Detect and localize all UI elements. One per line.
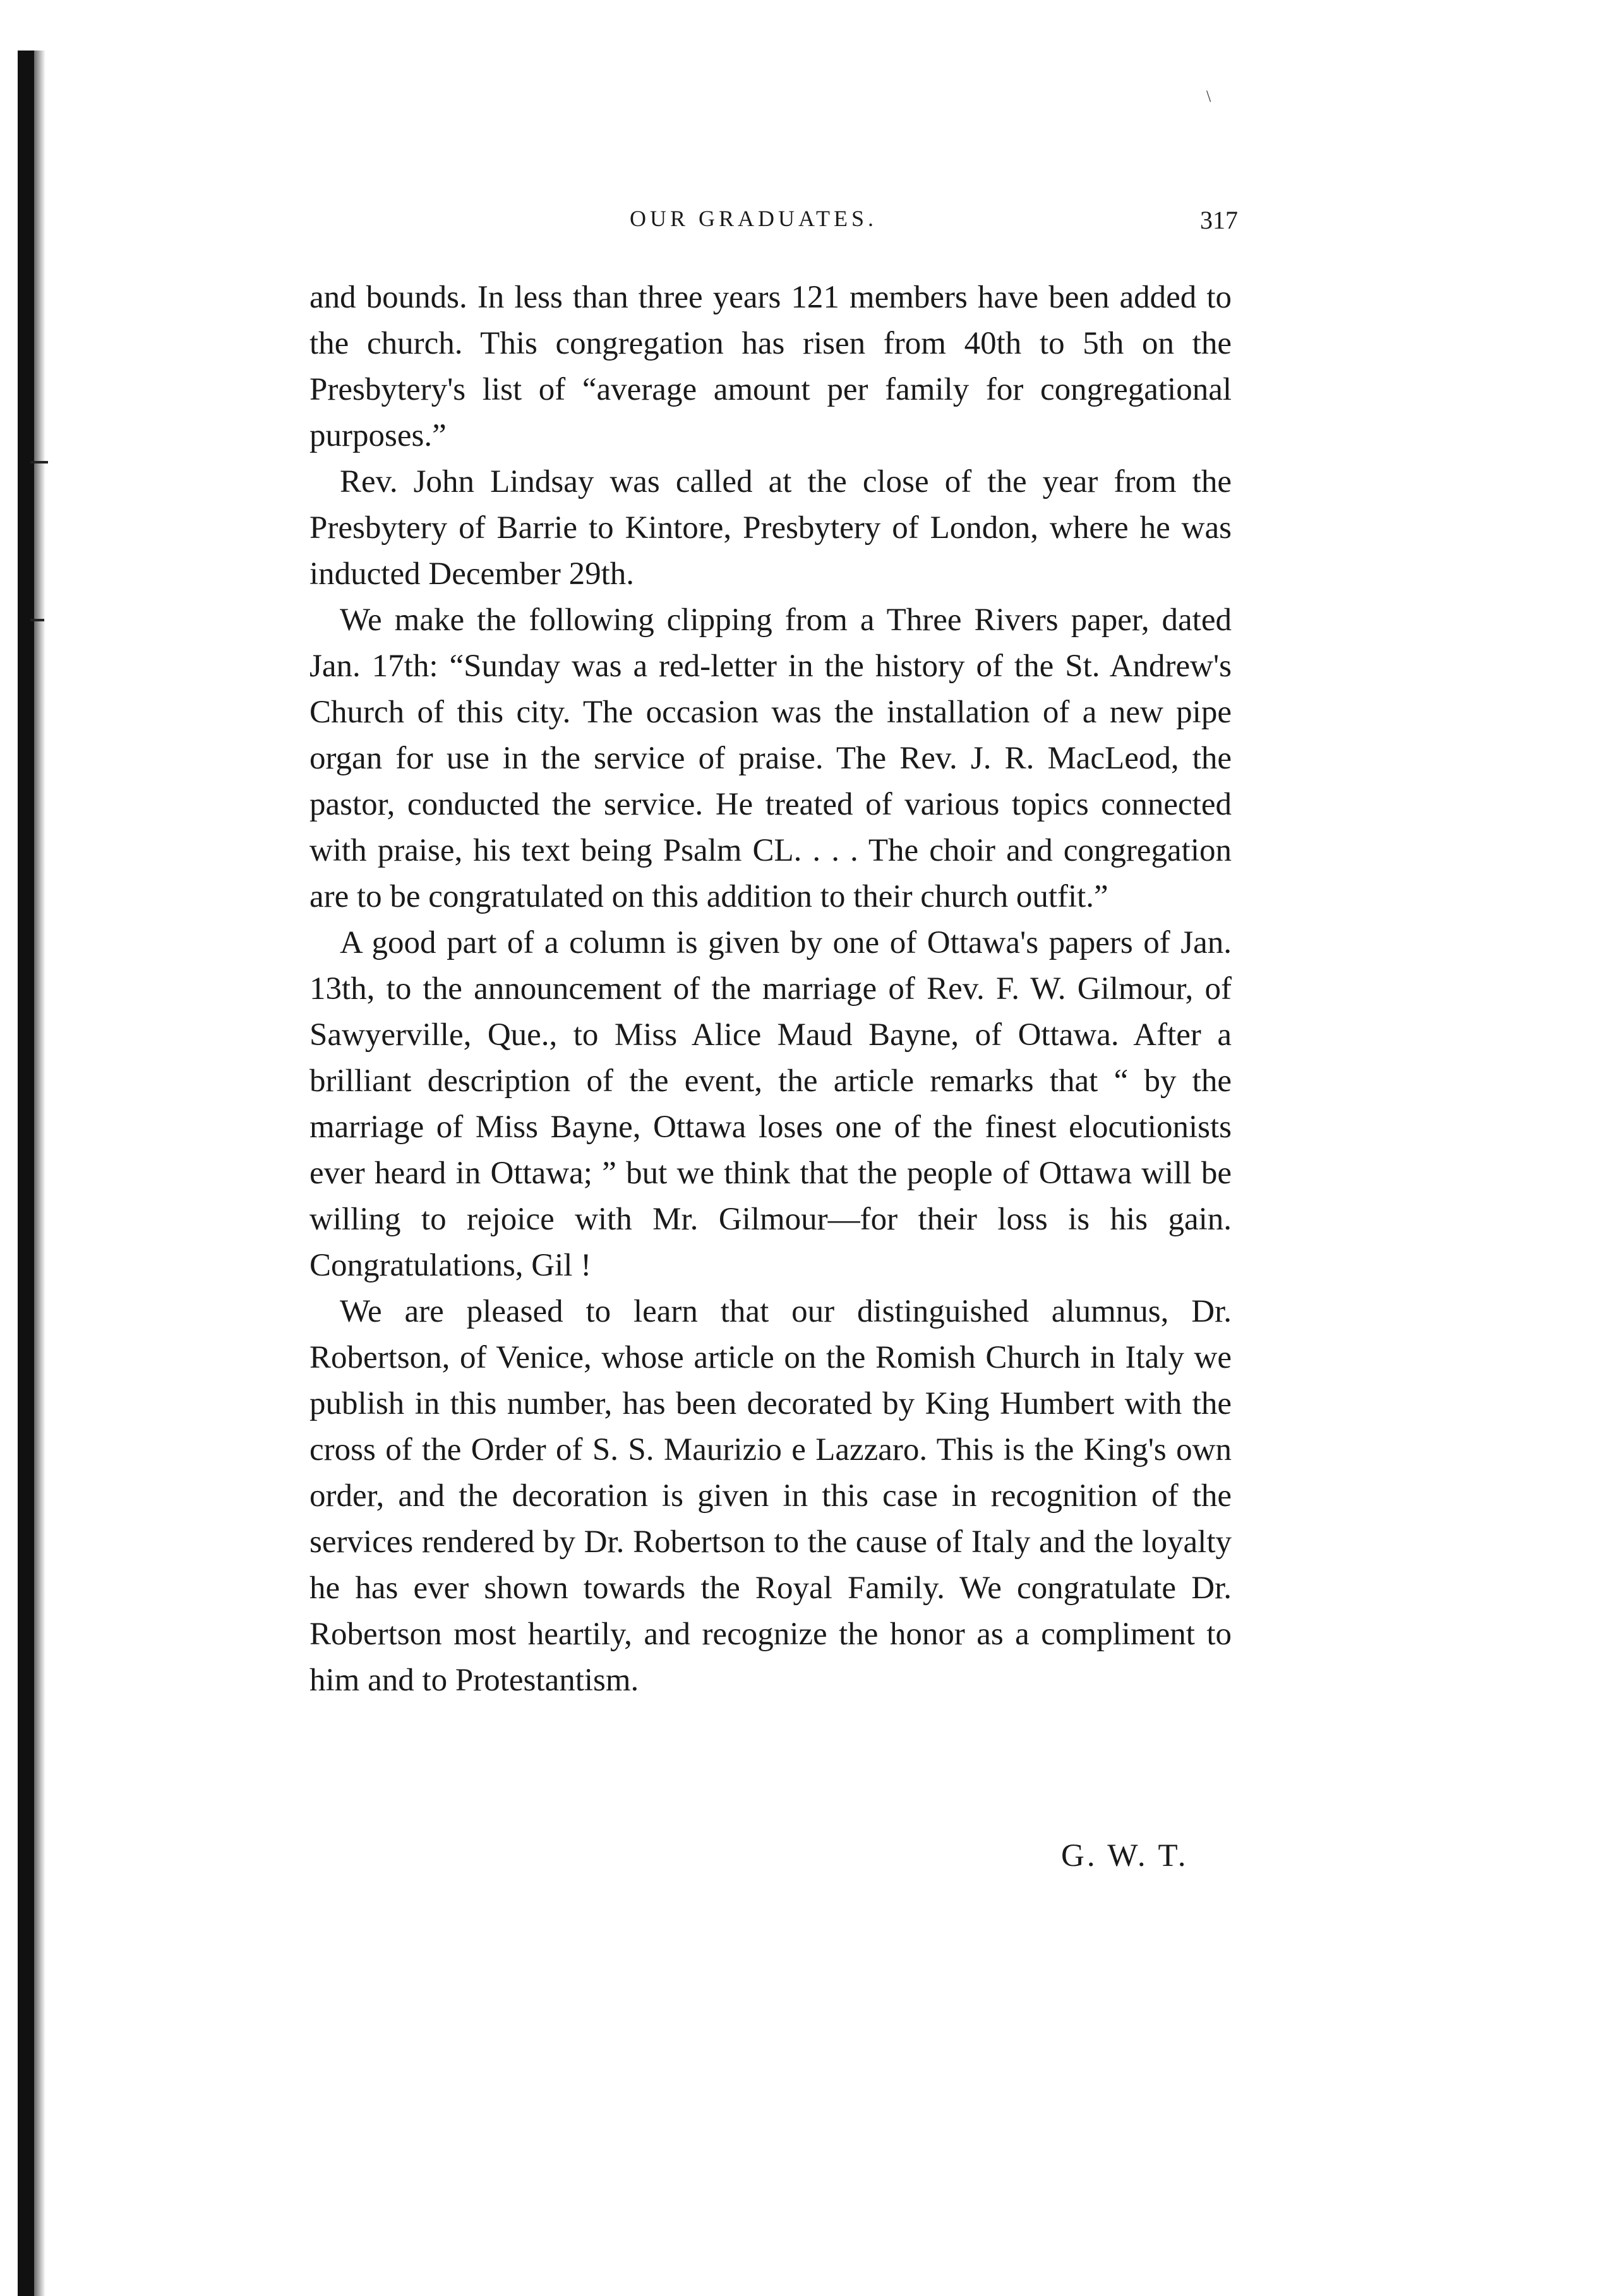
article-body [309,275,1232,1704]
stray-mark: \ [1206,87,1211,105]
running-head [291,205,1238,243]
binding-shadow [34,51,45,2296]
paragraph: A good part of a column is given by one of Ottawa's papers of Jan. 13th, to the announcement of the marriage of Rev. F. W. Gilmour, of Sawyerville, Que., to Miss Alice Maud Bayne, of Ottawa. After a brilliant description of the event, the article remarks that “ by the marriage of Miss Bayne, Ottawa loses one of the finest elocutionists ever heard in Ottawa; ” but we think that the people of Ottawa will be willing to rejoice with Mr. Gilmour—for their loss is his gain. Congratulations, Gil ! [309,925,1232,1283]
paragraph: and bounds. In less than three years 121 members have been added to the church. This congregation has risen from 40th to 5th on the Presbytery's list of “average amount per family for congregational purposes.” [309,280,1232,453]
paragraph: Rev. John Lindsay was called at the close of the year from the Presbytery of Barrie to Kintore, Presbytery of London, where he was inducted December 29th. [309,464,1232,592]
paragraph: We are pleased to learn that our distinguished alumnus, Dr. Robertson, of Venice, whose article on the Romish Church in Italy we publish in this number, has been decorated by King Humbert with the cross of the Order of S. S. Maurizio e Lazzaro. This is the King's own order, and the decoration is given in this case in recognition of the services rendered by Dr. Robertson to the cause of Italy and the loyalty he has ever shown towards the Royal Family. We congratulate Dr. Robertson most heartily, and recognize the honor as a compliment to him and to Protestantism. [309,1294,1232,1698]
margin-mark [30,461,48,463]
margin-mark [30,619,44,621]
page-number: 317 [1200,206,1238,234]
running-title: OUR GRADUATES. [630,206,878,231]
author-initials: G. W. T. [1061,1838,1189,1874]
binding-edge [18,51,34,2296]
paragraph: We make the following clipping from a Three Rivers paper, dated Jan. 17th: “Sunday was a red-letter in the history of the St. Andrew's Church of this city. The occasion was the installation of a new pipe organ for use in the service of praise. The Rev. J. R. MacLeod, the pastor, conducted the service. He treated of various topics connected with praise, his text being Psalm CL. . . . The choir and congregation are to be congratulated on this addition to their church outfit.” [309,602,1232,914]
